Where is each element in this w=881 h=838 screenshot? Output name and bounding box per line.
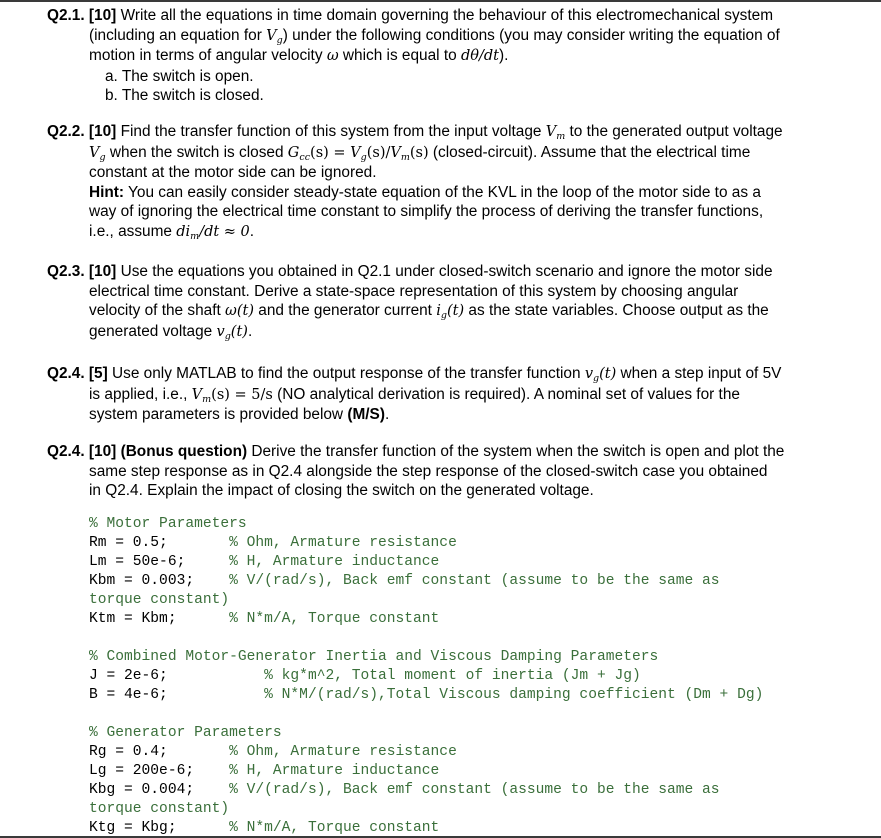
question-text: ). <box>499 47 509 64</box>
question-text: generated voltage <box>89 322 217 340</box>
code-line <box>89 705 849 724</box>
code-text: Lm = 50e-6; <box>89 554 230 570</box>
math-subscript: g <box>224 330 231 342</box>
question-text: and the generator current <box>254 302 437 319</box>
math-symbol: (s)/ <box>366 144 391 161</box>
question-text: Use only MATLAB to find the output response of the transfer function <box>112 365 585 382</box>
code-text: Kbg = 0.004; <box>89 782 230 798</box>
question-text: Write all the equations in time domain governing the behaviour of this electromechanical system <box>120 7 774 24</box>
code-comment: torque constant) <box>89 801 230 817</box>
math-subscript: g <box>593 373 600 384</box>
code-text: J = 2e-6; <box>89 668 265 684</box>
code-comment: % H, Armature inductance <box>229 763 440 779</box>
math-subscript: g <box>99 151 106 163</box>
question-text: way of ignoring the electrical time constant to simplify the process of deriving the transfer functions, <box>89 203 764 220</box>
math-subscript: cc <box>299 151 311 163</box>
math-symbol: V <box>350 144 361 161</box>
math-symbol: V <box>89 144 100 161</box>
math-symbol: v <box>584 366 594 382</box>
question-2-2 <box>47 122 847 242</box>
question-text: velocity of the shaft <box>89 302 226 319</box>
question-text: (NO analytical derivation is required). A nominal set of values for the <box>272 385 740 403</box>
code-line <box>89 686 849 705</box>
question-2-1 <box>47 6 847 106</box>
question-text: ) under the following conditions (you may consider writing the equation of <box>282 26 780 44</box>
question-text: motion in terms of angular velocity <box>89 47 327 64</box>
code-text: Rm = 0.5; <box>89 535 230 551</box>
math-subscript: m <box>556 131 566 142</box>
question-text: You can easily consider steady-state equation of the KVL in the loop of the motor side to as a <box>124 183 761 201</box>
question-text: system parameters is provided below <box>89 406 348 423</box>
code-line <box>89 515 849 534</box>
question-text: same step response as in Q2.4 alongside the step response of the closed-switch case you obtained <box>89 462 768 480</box>
code-comment: % Combined Motor-Generator Inertia and Viscous Damping Parameters <box>89 649 659 665</box>
question-2-4 <box>47 364 847 425</box>
math-symbol: (t) <box>446 303 465 319</box>
question-text: (including an equation for <box>89 26 267 44</box>
math-subscript: m <box>202 393 212 405</box>
question-label: Q2.1. [10] <box>47 7 117 24</box>
code-line <box>89 724 849 743</box>
top-border <box>0 0 881 2</box>
math-subscript: g <box>360 151 367 163</box>
code-comment: % Ohm, Armature resistance <box>229 535 457 551</box>
code-line <box>89 553 849 572</box>
question-label: Q2.4. [5] <box>47 365 108 382</box>
question-text: constant at the motor side can be ignored. <box>89 164 377 181</box>
math-subscript: m <box>190 230 200 242</box>
code-comment: % V/(rad/s), Back emf constant (assume to be the same as <box>229 782 720 798</box>
code-line <box>89 762 849 781</box>
code-comment: % N*M/(rad/s),Total Viscous damping coefficient (Dm + Dg) <box>264 687 764 703</box>
code-line <box>89 629 849 648</box>
question-text: Derive the transfer function of the system when the switch is open and plot the <box>247 443 785 460</box>
math-symbol: V <box>545 124 557 140</box>
code-text <box>89 630 98 646</box>
math-symbol: v <box>216 323 225 340</box>
math-symbol: G <box>287 144 300 161</box>
code-text <box>89 706 98 722</box>
math-symbol: ω <box>326 48 339 64</box>
question-text: as the state variables. Choose output as the <box>464 302 769 319</box>
list-item: a. The switch is open. <box>105 67 254 85</box>
code-text: Ktg = Kbg; <box>89 820 230 836</box>
code-comment: % N*m/A, Torque constant <box>229 611 440 627</box>
question-text: which is equal to <box>338 47 461 64</box>
code-comment: torque constant) <box>89 592 230 608</box>
math-symbol: ω(t) <box>225 303 254 319</box>
question-text: Find the transfer function of this system from the input voltage <box>120 123 546 140</box>
code-comment: % V/(rad/s), Back emf constant (assume to be the same as <box>229 573 720 589</box>
code-line <box>89 800 849 819</box>
code-text: Kbm = 0.003; <box>89 573 230 589</box>
question-text: to the generated output voltage <box>565 123 783 140</box>
question-text: . <box>249 222 255 240</box>
code-comment: % N*m/A, Torque constant <box>229 820 440 836</box>
question-text: . <box>247 322 253 340</box>
question-label: Q2.2. [10] <box>47 123 117 140</box>
code-line <box>89 648 849 667</box>
code-line <box>89 591 849 610</box>
code-comment: % kg*m^2, Total moment of inertia (Jm + Jg) <box>264 668 641 684</box>
question-text: when the switch is closed <box>105 143 288 161</box>
math-subscript: m <box>400 151 410 163</box>
code-line <box>89 743 849 762</box>
math-symbol: di <box>176 223 191 240</box>
question-text-bold: (M/S) <box>347 406 385 423</box>
math-symbol: i <box>436 303 441 319</box>
question-text: (closed-circuit). Assume that the electrical time <box>428 143 751 161</box>
code-text: B = 4e-6; <box>89 687 265 703</box>
math-symbol: /dt ≈ 0 <box>199 223 250 240</box>
list-item: b. The switch is closed. <box>105 87 264 104</box>
code-line <box>89 572 849 591</box>
question-2-3 <box>47 262 847 342</box>
code-text: Rg = 0.4; <box>89 744 230 760</box>
question-text: in Q2.4. Explain the impact of closing the switch on the generated voltage. <box>89 482 594 499</box>
code-comment: % H, Armature inductance <box>229 554 440 570</box>
question-text: is applied, i.e., <box>89 385 192 403</box>
question-2-4-bonus <box>47 442 847 501</box>
code-comment: % Ohm, Armature resistance <box>229 744 457 760</box>
code-line <box>89 667 849 686</box>
hint-label: Hint: <box>89 183 125 201</box>
code-text: Lg = 200e-6; <box>89 763 230 779</box>
question-label: Q2.3. [10] <box>47 263 117 280</box>
question-text: electrical time constant. Derive a state-space representation of this system by choosing angular <box>89 282 739 300</box>
question-label: Q2.4. [10] (Bonus question) <box>47 443 248 460</box>
matlab-code-block <box>89 515 849 838</box>
code-comment: % Motor Parameters <box>89 516 247 532</box>
code-text: Ktm = Kbm; <box>89 611 230 627</box>
question-text: Use the equations you obtained in Q2.1 under closed-switch scenario and ignore the motor side <box>120 263 773 280</box>
code-line <box>89 534 849 553</box>
question-text: i.e., assume <box>89 222 177 240</box>
math-symbol: (t) <box>599 366 617 382</box>
math-symbol: (s) <box>409 144 429 161</box>
math-symbol: (s) = <box>310 144 351 161</box>
code-comment: % Generator Parameters <box>89 725 282 741</box>
code-line <box>89 781 849 800</box>
math-subscript: g <box>440 310 447 321</box>
math-symbol: V <box>266 27 277 44</box>
math-symbol: V <box>390 144 401 161</box>
math-symbol: dθ/dt <box>460 48 499 64</box>
question-text: when a step input of 5V <box>616 365 782 382</box>
math-symbol: (s) = 5/s <box>211 386 273 403</box>
code-line <box>89 610 849 629</box>
math-subscript: g <box>276 34 283 46</box>
math-symbol: (t) <box>230 323 248 340</box>
question-text: . <box>384 406 390 423</box>
math-symbol: V <box>191 386 203 403</box>
